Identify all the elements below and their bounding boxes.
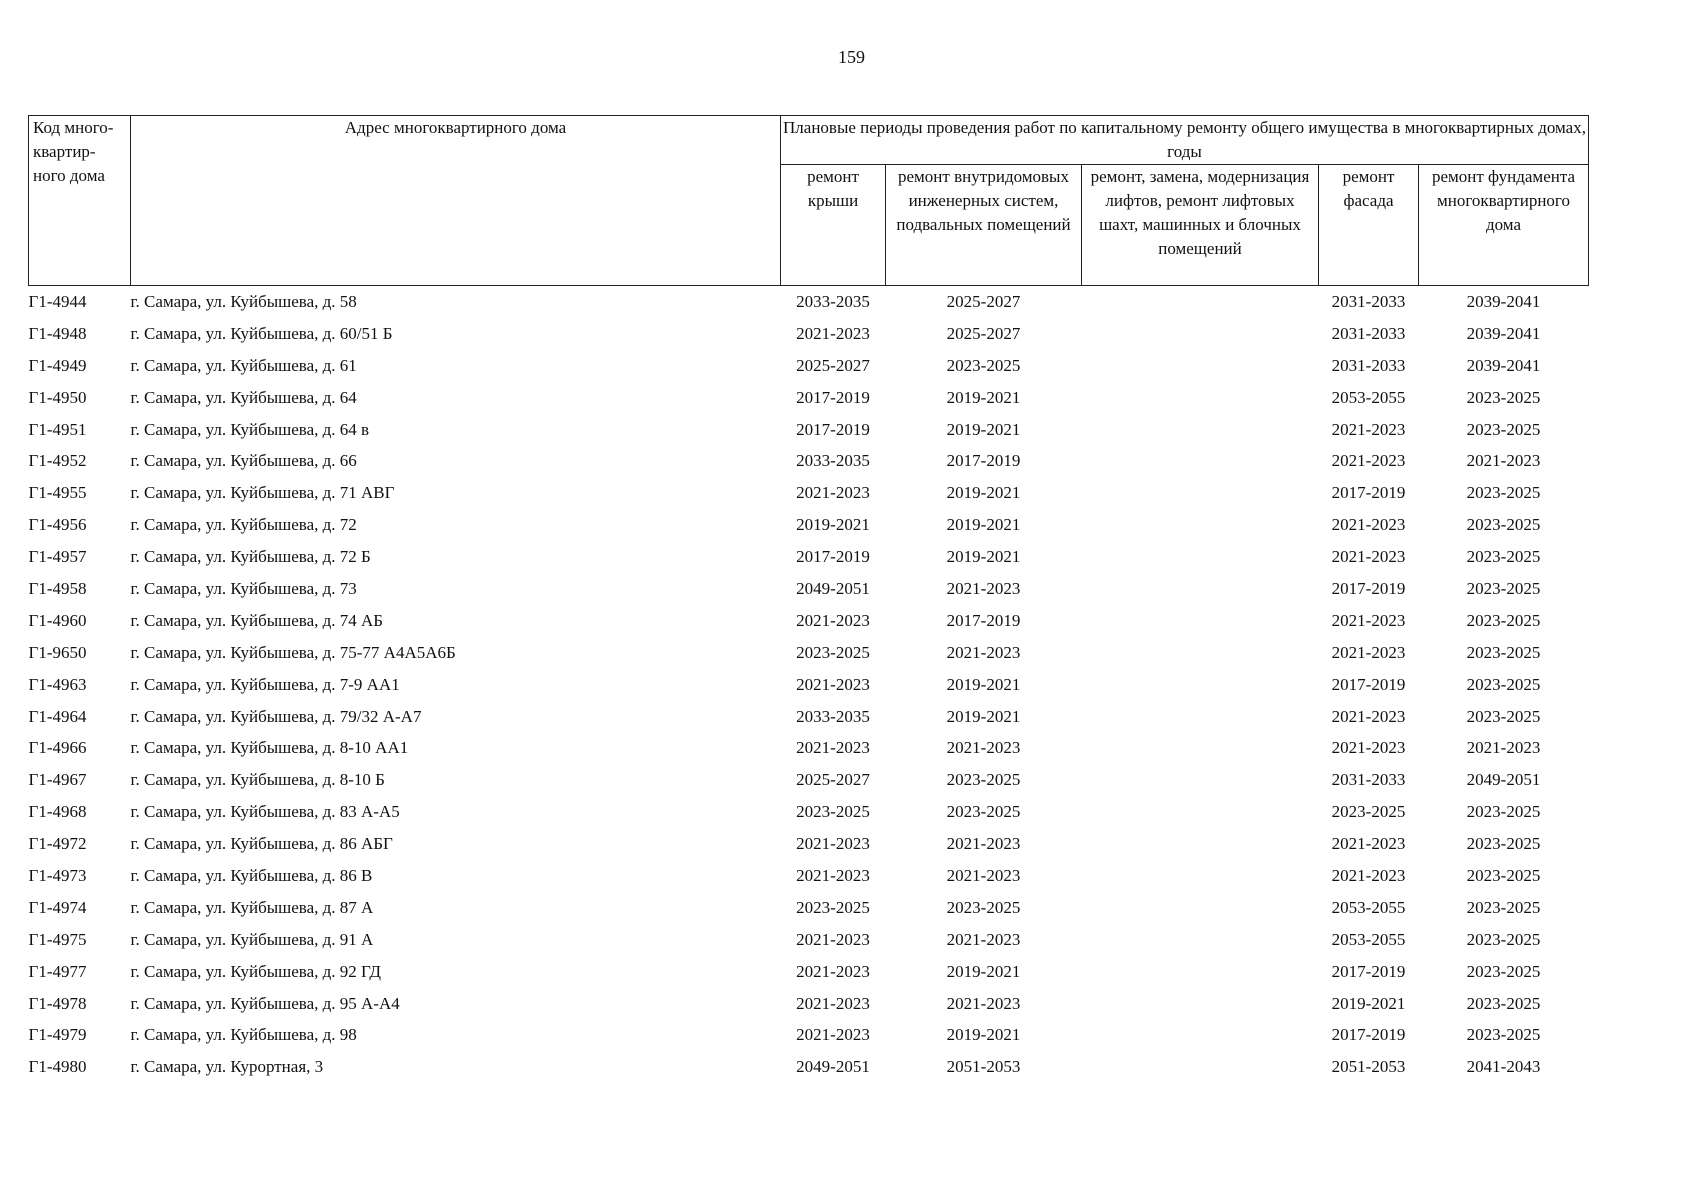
cell-roof: 2021-2023	[796, 483, 870, 503]
cell-engineering: 2019-2021	[946, 961, 1021, 981]
cell-roof: 2033-2035	[796, 291, 870, 311]
cell-elevators	[1082, 669, 1319, 701]
cell-address: г. Самара, ул. Куйбышева, д. 64	[130, 387, 357, 407]
cell-facade: 2021-2023	[1331, 451, 1406, 471]
cell-foundation: 2039-2041	[1466, 291, 1541, 311]
table-row	[29, 764, 1589, 796]
cell-roof: 2023-2025	[796, 642, 870, 662]
cell-engineering: 2021-2023	[946, 578, 1021, 598]
cell-address: г. Самара, ул. Куйбышева, д. 73	[130, 578, 357, 598]
cell-code: Г1-4949	[28, 355, 87, 375]
cell-elevators	[1082, 764, 1319, 796]
cell-facade: 2053-2055	[1331, 897, 1406, 917]
cell-roof: 2021-2023	[796, 323, 870, 343]
cell-engineering: 2019-2021	[946, 706, 1021, 726]
header-address: Адрес многоквартирного дома	[131, 116, 781, 286]
cell-code: Г1-4960	[28, 610, 87, 630]
cell-foundation: 2023-2025	[1466, 515, 1541, 535]
cell-engineering: 2021-2023	[946, 834, 1021, 854]
table-row	[29, 924, 1589, 956]
cell-engineering: 2021-2023	[946, 642, 1021, 662]
cell-code: Г1-4957	[28, 547, 87, 567]
cell-address: г. Самара, ул. Куйбышева, д. 58	[130, 291, 357, 311]
cell-facade: 2021-2023	[1331, 706, 1406, 726]
cell-facade: 2031-2033	[1331, 355, 1406, 375]
cell-roof: 2019-2021	[796, 515, 870, 535]
cell-facade: 2021-2023	[1331, 419, 1406, 439]
table-row	[29, 541, 1589, 573]
cell-elevators	[1082, 318, 1319, 350]
cell-foundation: 2023-2025	[1466, 483, 1541, 503]
cell-engineering: 2019-2021	[946, 483, 1021, 503]
cell-address: г. Самара, ул. Куйбышева, д. 66	[130, 451, 357, 471]
cell-roof: 2023-2025	[796, 897, 870, 917]
cell-facade: 2021-2023	[1331, 738, 1406, 758]
cell-code: Г1-4950	[28, 387, 87, 407]
cell-foundation: 2023-2025	[1466, 674, 1541, 694]
cell-elevators	[1082, 605, 1319, 637]
table-row	[29, 573, 1589, 605]
table-row	[29, 988, 1589, 1020]
cell-elevators	[1082, 573, 1319, 605]
cell-engineering: 2023-2025	[946, 770, 1021, 790]
cell-code: Г1-4979	[28, 1025, 87, 1045]
cell-address: г. Самара, ул. Куйбышева, д. 75-77 А4А5А6Б	[130, 642, 456, 662]
cell-engineering: 2021-2023	[946, 993, 1021, 1013]
cell-elevators	[1082, 286, 1319, 318]
table-row	[29, 1051, 1589, 1083]
cell-engineering: 2019-2021	[946, 419, 1021, 439]
cell-engineering: 2023-2025	[946, 355, 1021, 375]
cell-foundation: 2023-2025	[1466, 834, 1541, 854]
cell-engineering: 2019-2021	[946, 547, 1021, 567]
cell-address: г. Самара, ул. Куйбышева, д. 92 ГД	[130, 961, 381, 981]
table-row	[29, 637, 1589, 669]
table-row	[29, 701, 1589, 733]
header-roof: ремонт крыши	[781, 165, 886, 286]
cell-foundation: 2041-2043	[1466, 1057, 1541, 1077]
cell-elevators	[1082, 637, 1319, 669]
cell-code: Г1-4975	[28, 929, 87, 949]
cell-code: Г1-4948	[28, 323, 87, 343]
cell-elevators	[1082, 988, 1319, 1020]
cell-foundation: 2023-2025	[1466, 547, 1541, 567]
cell-engineering: 2025-2027	[946, 323, 1021, 343]
cell-foundation: 2023-2025	[1466, 706, 1541, 726]
cell-foundation: 2023-2025	[1466, 897, 1541, 917]
cell-foundation: 2023-2025	[1466, 419, 1541, 439]
cell-engineering: 2023-2025	[946, 897, 1021, 917]
table-row	[29, 796, 1589, 828]
cell-elevators	[1082, 892, 1319, 924]
cell-facade: 2021-2023	[1331, 834, 1406, 854]
cell-elevators	[1082, 382, 1319, 414]
cell-facade: 2023-2025	[1331, 802, 1406, 822]
cell-facade: 2021-2023	[1331, 865, 1406, 885]
cell-elevators	[1082, 1019, 1319, 1051]
cell-engineering: 2051-2053	[946, 1057, 1021, 1077]
cell-code: Г1-4972	[28, 834, 87, 854]
cell-code: Г1-4977	[28, 961, 87, 981]
cell-address: г. Самара, ул. Куйбышева, д. 95 А-А4	[130, 993, 400, 1013]
cell-address: г. Самара, ул. Куйбышева, д. 8-10 Б	[130, 770, 385, 790]
cell-facade: 2031-2033	[1331, 323, 1406, 343]
cell-facade: 2021-2023	[1331, 547, 1406, 567]
cell-elevators	[1082, 541, 1319, 573]
cell-code: Г1-4967	[28, 770, 87, 790]
cell-engineering: 2021-2023	[946, 865, 1021, 885]
cell-address: г. Самара, ул. Куйбышева, д. 79/32 А-А7	[130, 706, 422, 726]
cell-facade: 2017-2019	[1331, 674, 1406, 694]
cell-address: г. Самара, ул. Куйбышева, д. 86 В	[130, 865, 373, 885]
table-row	[29, 318, 1589, 350]
table-row	[29, 350, 1589, 382]
cell-engineering: 2025-2027	[946, 291, 1021, 311]
cell-facade: 2031-2033	[1331, 770, 1406, 790]
cell-elevators	[1082, 701, 1319, 733]
cell-foundation: 2039-2041	[1466, 323, 1541, 343]
table-row	[29, 445, 1589, 477]
cell-roof: 2033-2035	[796, 706, 870, 726]
cell-roof: 2023-2025	[796, 802, 870, 822]
cell-facade: 2031-2033	[1331, 291, 1406, 311]
cell-foundation: 2023-2025	[1466, 610, 1541, 630]
cell-roof: 2021-2023	[796, 834, 870, 854]
table-row	[29, 732, 1589, 764]
cell-facade: 2017-2019	[1331, 578, 1406, 598]
cell-address: г. Самара, ул. Куйбышева, д. 61	[130, 355, 357, 375]
page-number: 159	[838, 47, 865, 67]
cell-foundation: 2049-2051	[1466, 770, 1541, 790]
cell-roof: 2049-2051	[796, 1057, 870, 1077]
cell-engineering: 2019-2021	[946, 387, 1021, 407]
table-row	[29, 509, 1589, 541]
header-code: Код много-квартир-ного дома	[29, 116, 131, 286]
cell-roof: 2033-2035	[796, 451, 870, 471]
cell-facade: 2051-2053	[1331, 1057, 1406, 1077]
cell-code: Г1-4980	[28, 1057, 87, 1077]
table-row	[29, 605, 1589, 637]
cell-address: г. Самара, ул. Куйбышева, д. 72 Б	[130, 547, 371, 567]
cell-code: Г1-4966	[28, 738, 87, 758]
table-row	[29, 414, 1589, 446]
cell-code: Г1-4964	[28, 706, 87, 726]
cell-roof: 2025-2027	[796, 355, 870, 375]
cell-facade: 2021-2023	[1331, 642, 1406, 662]
cell-foundation: 2023-2025	[1466, 865, 1541, 885]
cell-address: г. Самара, ул. Куйбышева, д. 64 в	[130, 419, 370, 439]
cell-facade: 2017-2019	[1331, 1025, 1406, 1045]
cell-roof: 2021-2023	[796, 961, 870, 981]
cell-elevators	[1082, 956, 1319, 988]
cell-address: г. Самара, ул. Курортная, 3	[130, 1057, 324, 1077]
cell-engineering: 2017-2019	[946, 451, 1021, 471]
cell-roof: 2021-2023	[796, 738, 870, 758]
cell-roof: 2017-2019	[796, 387, 870, 407]
capital-repair-table-container	[28, 115, 1589, 1083]
cell-code: Г1-4968	[28, 802, 87, 822]
cell-code: Г1-4951	[28, 419, 87, 439]
cell-code: Г1-4952	[28, 451, 87, 471]
cell-elevators	[1082, 414, 1319, 446]
table-header	[29, 116, 1589, 286]
header-elevators: ремонт, замена, модернизация лифтов, ремонт лифтовых шахт, машинных и блочных помещений	[1082, 165, 1319, 286]
cell-foundation: 2023-2025	[1466, 387, 1541, 407]
table-row	[29, 669, 1589, 701]
cell-address: г. Самара, ул. Куйбышева, д. 72	[130, 515, 357, 535]
header-facade: ремонт фасада	[1319, 165, 1419, 286]
table-row	[29, 382, 1589, 414]
cell-elevators	[1082, 350, 1319, 382]
cell-code: Г1-4944	[28, 291, 87, 311]
cell-engineering: 2021-2023	[946, 929, 1021, 949]
cell-roof: 2021-2023	[796, 929, 870, 949]
table-row	[29, 1019, 1589, 1051]
cell-foundation: 2021-2023	[1466, 451, 1541, 471]
cell-engineering: 2019-2021	[946, 674, 1021, 694]
cell-facade: 2053-2055	[1331, 929, 1406, 949]
cell-elevators	[1082, 509, 1319, 541]
cell-foundation: 2023-2025	[1466, 961, 1541, 981]
cell-engineering: 2019-2021	[946, 515, 1021, 535]
cell-elevators	[1082, 732, 1319, 764]
table-body	[29, 286, 1589, 1084]
cell-elevators	[1082, 924, 1319, 956]
cell-roof: 2049-2051	[796, 578, 870, 598]
cell-foundation: 2023-2025	[1466, 993, 1541, 1013]
cell-roof: 2017-2019	[796, 547, 870, 567]
cell-foundation: 2023-2025	[1466, 802, 1541, 822]
cell-code: Г1-4963	[28, 674, 87, 694]
capital-repair-table	[28, 115, 1589, 1083]
cell-address: г. Самара, ул. Куйбышева, д. 98	[130, 1025, 357, 1045]
cell-foundation: 2023-2025	[1466, 1025, 1541, 1045]
cell-code: Г1-4973	[28, 865, 87, 885]
cell-facade: 2021-2023	[1331, 610, 1406, 630]
cell-code: Г1-4958	[28, 578, 87, 598]
cell-facade: 2017-2019	[1331, 483, 1406, 503]
cell-elevators	[1082, 860, 1319, 892]
cell-facade: 2017-2019	[1331, 961, 1406, 981]
table-row	[29, 956, 1589, 988]
cell-facade: 2019-2021	[1331, 993, 1406, 1013]
cell-address: г. Самара, ул. Куйбышева, д. 71 АВГ	[130, 483, 395, 503]
cell-address: г. Самара, ул. Куйбышева, д. 74 АБ	[130, 610, 384, 630]
cell-roof: 2021-2023	[796, 865, 870, 885]
cell-foundation: 2023-2025	[1466, 929, 1541, 949]
cell-elevators	[1082, 828, 1319, 860]
cell-code: Г1-9650	[28, 642, 87, 662]
cell-roof: 2017-2019	[796, 419, 870, 439]
cell-elevators	[1082, 445, 1319, 477]
cell-facade: 2053-2055	[1331, 387, 1406, 407]
cell-roof: 2021-2023	[796, 674, 870, 694]
cell-engineering: 2021-2023	[946, 738, 1021, 758]
cell-roof: 2021-2023	[796, 610, 870, 630]
cell-foundation: 2023-2025	[1466, 578, 1541, 598]
table-row	[29, 828, 1589, 860]
header-periods-group: Плановые периоды проведения работ по капитальному ремонту общего имущества в многоквартирных домах, годы	[781, 116, 1589, 165]
cell-elevators	[1082, 1051, 1319, 1083]
header-engineering: ремонт внутридомовых инженерных систем, подвальных помещений	[886, 165, 1082, 286]
table-row	[29, 286, 1589, 318]
cell-elevators	[1082, 796, 1319, 828]
table-row	[29, 477, 1589, 509]
cell-roof: 2025-2027	[796, 770, 870, 790]
cell-address: г. Самара, ул. Куйбышева, д. 87 А	[130, 897, 374, 917]
cell-roof: 2021-2023	[796, 993, 870, 1013]
cell-address: г. Самара, ул. Куйбышева, д. 7-9 АА1	[130, 674, 400, 694]
cell-foundation: 2023-2025	[1466, 642, 1541, 662]
cell-roof: 2021-2023	[796, 1025, 870, 1045]
cell-address: г. Самара, ул. Куйбышева, д. 91 А	[130, 929, 374, 949]
cell-address: г. Самара, ул. Куйбышева, д. 86 АБГ	[130, 834, 393, 854]
cell-code: Г1-4978	[28, 993, 87, 1013]
cell-engineering: 2023-2025	[946, 802, 1021, 822]
cell-address: г. Самара, ул. Куйбышева, д. 60/51 Б	[130, 323, 393, 343]
cell-code: Г1-4974	[28, 897, 87, 917]
cell-address: г. Самара, ул. Куйбышева, д. 83 А-А5	[130, 802, 400, 822]
cell-code: Г1-4956	[28, 515, 87, 535]
cell-engineering: 2019-2021	[946, 1025, 1021, 1045]
table-row	[29, 860, 1589, 892]
cell-address: г. Самара, ул. Куйбышева, д. 8-10 АА1	[130, 738, 409, 758]
cell-foundation: 2021-2023	[1466, 738, 1541, 758]
cell-facade: 2021-2023	[1331, 515, 1406, 535]
cell-elevators	[1082, 477, 1319, 509]
cell-foundation: 2039-2041	[1466, 355, 1541, 375]
table-row	[29, 892, 1589, 924]
cell-engineering: 2017-2019	[946, 610, 1021, 630]
cell-code: Г1-4955	[28, 483, 87, 503]
header-foundation: ремонт фундамента многоквартирного дома	[1419, 165, 1589, 286]
